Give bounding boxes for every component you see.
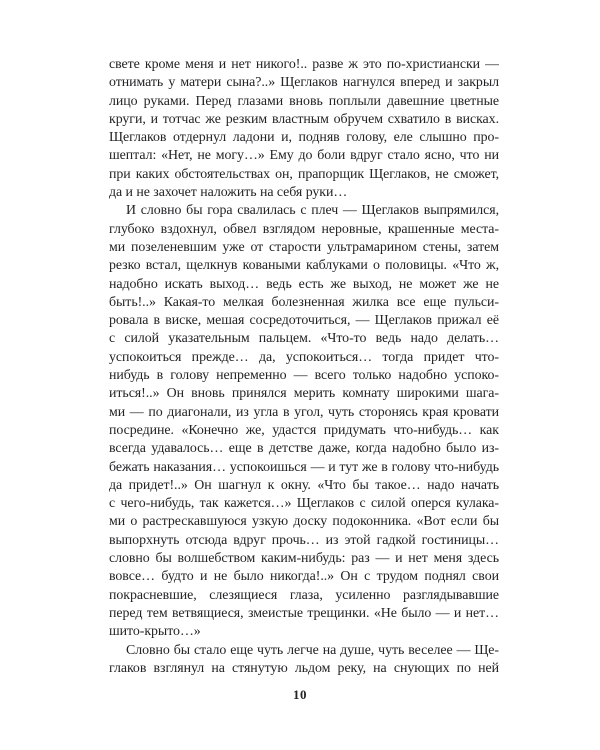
text-line: ми — по диагонали, из угла в угол, чуть сторонясь края кровати [109,404,499,420]
text-line: иться!..» Он вновь принялся мерить комнату широкими шага- [109,386,499,402]
text-line: глаков взглянул на стянутую льдом реку, на снующих по ней [109,660,499,676]
text-line: да и не захочет наложить на себя руки… [109,185,348,201]
text-line: шептал: «Нет, не могу…» Ему до боли вдруг стало ясно, что ни [109,148,499,164]
text-line: вовсе… будто и не было никогда!..» Он с трудом поднял свои [109,569,499,585]
text-line: посредине. «Конечно же, удастся придумать что-нибудь… как [109,422,499,438]
text-line: лицо руками. Перед глазами вновь поплыли давешние цветные [109,93,499,109]
text-line: Словно бы стало еще чуть легче на душе, чуть веселее — Ще- [126,642,499,658]
text-line: всегда удавалось… еще в детстве даже, когда надобно было из- [109,441,499,457]
text-line: круги, и тотчас же резким властным обручем схватило в висках. [109,111,499,127]
text-line: надобно искать выход… ведь есть же выход, не может же не [109,276,499,292]
text-line: глубоко вздохнул, обвел взглядом неровные, крашенные места- [109,221,499,237]
text-line: выпорхнуть отсюда вдруг прочь… из этой гадкой гостиницы… [109,532,499,548]
page-number: 10 [293,687,307,702]
text-line: с чего-нибудь, так кажется…» Щеглаков с силой оперся кулака- [109,496,499,512]
text-line: ми позеленевшим уже от старости ультрамарином стены, затем [109,239,499,255]
text-line: при каких обстоятельствах он, прапорщик Щеглаков, не сможет, [109,166,499,182]
text-line: с силой указательным пальцем. «Что-то ведь надо делать… [109,331,499,347]
text-line: да придет!..» Он шагнул к окну. «Что бы такое… надо начать [109,477,499,493]
text-line: бежать наказания… успокоишься — и тут же в голову что-нибудь [109,459,499,475]
text-line: быть!..» Какая-то мелкая болезненная жилка все еще пульси- [109,294,499,310]
text-line: покрасневшие, слезящиеся глаза, усиленно разглядывавшие [109,587,499,603]
text-line: Щеглаков отдернул ладони и, подняв голову, еле слышно про- [109,130,499,146]
text-line: словно бы волшебством каким-нибудь: раз — и нет меня здесь [109,551,499,567]
text-line: И словно бы гора свалилась с плеч — Щеглаков выпрямился, [126,203,499,219]
text-line: успокоиться прежде… да, успокоиться… тогда придет что- [109,349,499,365]
text-line: перед тем ветвящиеся, змеистые трещинки. «Не было — и нет… [109,605,499,621]
text-line: свете кроме меня и нет никого!.. разве ж это по-христиански — [109,57,499,72]
text-line: ми о растрескавшуюся узкую доску подоконника. «Вот если бы [109,514,499,530]
page-text [109,56,499,678]
text-line: нибудь в голову непременно — всего только надобно успоко- [109,368,499,384]
text-line: резко встал, щелкнув коваными каблуками о половицы. «Что ж, [109,258,499,274]
text-line: ровала в виске, мешая сосредоточиться, — Щеглаков прижал её [109,313,499,329]
text-line: шито-крыто…» [109,624,201,640]
text-line: отнимать у матери сына?..» Щеглаков нагнулся вперед и закрыл [109,75,499,91]
